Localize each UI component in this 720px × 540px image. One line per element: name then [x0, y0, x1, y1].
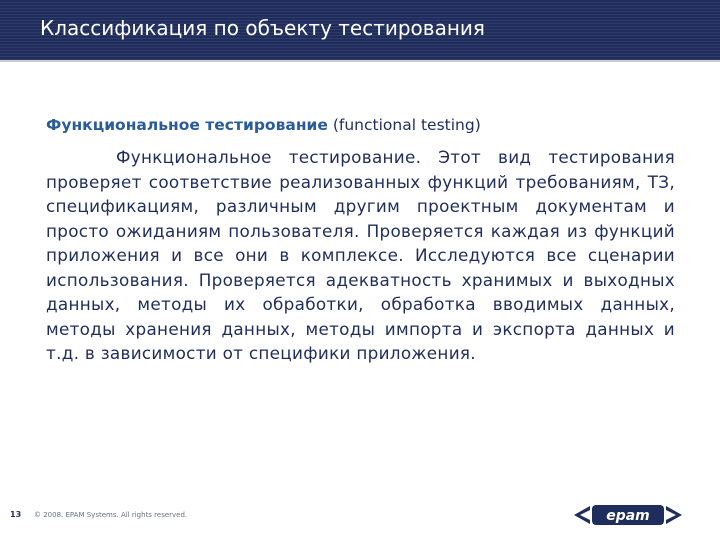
slide-header	[0, 0, 720, 60]
term-english: (functional testing)	[332, 116, 481, 134]
copyright-notice: © 2008. EPAM Systems. All rights reserved.	[34, 511, 188, 519]
term-heading	[46, 116, 675, 134]
header-divider	[0, 60, 720, 62]
svg-text:epam: epam	[606, 508, 650, 524]
epam-logo	[572, 500, 684, 530]
term-description: Функциональное тестирование. Этот вид тестирования проверяет соответствие реализованных функций требованиям, ТЗ, спецификациям, различным другим проектным документам и просто ожиданиям пользователя. Проверяется каждая из функций приложения и все они в комплексе. Исследуются все сценарии использования. Проверяется адекватность хранимых и выходных данных, методы их обработки, обработка вводимых данных, методы хранения данных, методы импорта и экспорта данных и т.д. в зависимости от специфики приложения.	[46, 147, 675, 363]
page-number: 13	[10, 510, 22, 519]
term-title: Функциональное тестирование	[46, 116, 328, 134]
slide-content	[46, 116, 675, 366]
slide-title: Классификация по объекту тестирования	[40, 16, 485, 40]
